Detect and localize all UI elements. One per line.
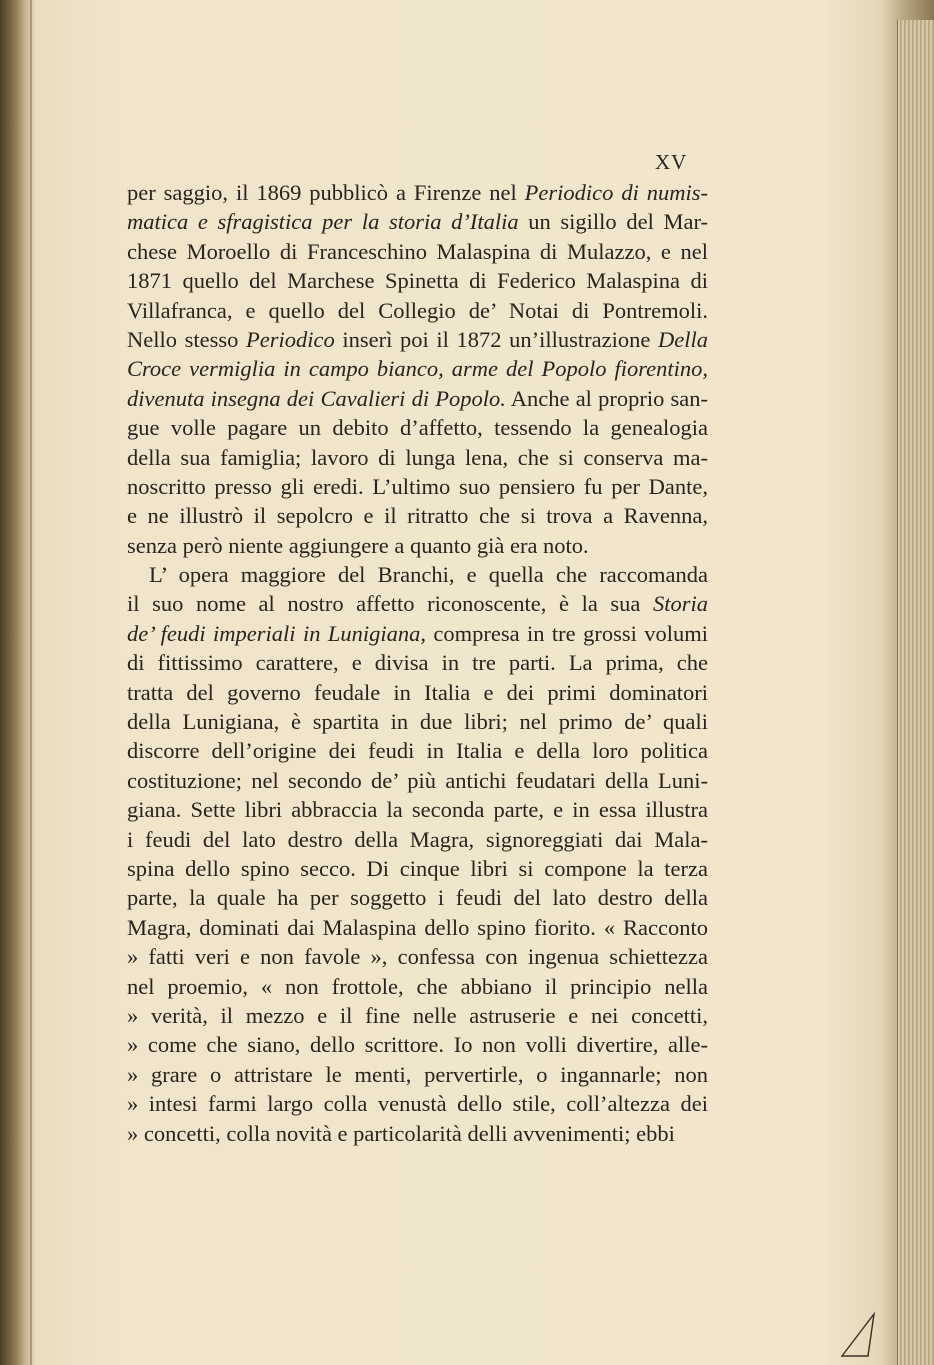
text-line	[127, 207, 708, 236]
italic-text-run: Della	[658, 326, 708, 352]
text-line	[127, 678, 708, 707]
text-line	[127, 766, 708, 795]
text-line	[127, 1060, 708, 1089]
text-line	[127, 736, 708, 765]
text-run: per saggio, il 1869 pubblicò a Firenze nel	[127, 180, 525, 205]
text-run: Villafranca, e quello del Collegio de’ Notai di Pontremoli.	[127, 297, 708, 323]
page-number: XV	[655, 150, 688, 174]
text-run: senza però niente aggiungere a quanto già era noto.	[127, 532, 589, 558]
text-line	[127, 825, 708, 854]
text-line	[127, 501, 708, 530]
text-run: chese Moroello di Franceschino Malaspina di Mulazzo, e nel	[127, 238, 708, 264]
text-line	[127, 795, 708, 824]
text-run: » fatti veri e non favole », confessa con ingenua schiettezza	[127, 944, 708, 970]
text-run: nel proemio, « non frottole, che abbiano il principio nella	[127, 973, 708, 999]
text-run: gue volle pagare un debito d’affetto, tessendo la genealogia	[127, 415, 708, 441]
text-run: parte, la quale ha per soggetto i feudi del lato destro della	[127, 885, 708, 911]
italic-text-run: matica e sfragistica per la storia d’Italia	[127, 209, 519, 235]
text-run: di fittissimo carattere, e divisa in tre parti. La prima, che	[127, 650, 708, 676]
page-corner-fold	[838, 1310, 878, 1360]
text-line	[127, 560, 708, 589]
italic-text-run: Periodico di numis-	[524, 180, 708, 205]
text-line	[127, 325, 708, 354]
text-run: Anche al proprio san-	[505, 385, 708, 411]
text-line	[127, 707, 708, 736]
text-run: della Lunigiana, è spartita in due libri; nel primo de’ quali	[127, 709, 708, 735]
text-run: spina dello spino secco. Di cinque libri si compone la terza	[127, 855, 708, 881]
text-run: discorre dell’origine dei feudi in Italia e della loro politica	[127, 738, 708, 764]
text-line	[127, 854, 708, 883]
text-line	[127, 413, 708, 442]
text-run: un sigillo del Mar-	[518, 209, 708, 235]
text-run: i feudi del lato destro della Magra, signoreggiati dai Mala-	[127, 826, 708, 852]
text-run: inserì poi il 1872 un’illustrazione	[334, 326, 658, 352]
text-line	[127, 972, 708, 1001]
text-run: » verità, il mezzo e il fine nelle astruserie e nei concetti,	[127, 1002, 708, 1028]
text-line	[127, 178, 708, 207]
text-run: » concetti, colla novità e particolarità delli avvenimenti; ebbi	[127, 1120, 675, 1146]
text-line	[127, 883, 708, 912]
text-run: e ne illustrò il sepolcro e il ritratto che si trova a Ravenna,	[127, 503, 708, 529]
italic-text-run: divenuta insegna dei Cavalieri di Popolo.	[127, 385, 506, 411]
gutter-fold	[30, 0, 32, 1365]
italic-text-run: Croce vermiglia in campo bianco, arme del Popolo fiorentino,	[127, 356, 708, 382]
text-line	[127, 619, 708, 648]
text-run: L’ opera maggiore del Branchi, e quella che raccomanda	[149, 562, 708, 588]
text-line	[127, 266, 708, 295]
text-run: il suo nome al nostro affetto riconoscente, è la sua	[127, 591, 653, 617]
italic-text-run: Periodico	[246, 326, 335, 352]
text-run: compresa in tre grossi volumi	[426, 620, 708, 646]
text-line	[127, 1001, 708, 1030]
text-line	[127, 354, 708, 383]
text-line	[127, 237, 708, 266]
text-line	[127, 1119, 708, 1148]
text-run: costituzione; nel secondo de’ più antichi feudatari della Luni-	[127, 767, 708, 793]
text-run: » grare o attristare le menti, pervertirle, o ingannarle; non	[127, 1061, 708, 1087]
italic-text-run: Storia	[652, 591, 708, 617]
text-line	[127, 1030, 708, 1059]
text-line	[127, 384, 708, 413]
page-stack-edge	[897, 20, 934, 1365]
text-line	[127, 942, 708, 971]
text-run: » come che siano, dello scrittore. Io non volli divertire, alle-	[127, 1032, 708, 1058]
text-line	[127, 648, 708, 677]
text-line	[127, 913, 708, 942]
italic-text-run: de’ feudi imperiali in Lunigiana,	[127, 620, 426, 646]
text-run: della sua famiglia; lavoro di lunga lena, che si conserva ma-	[127, 444, 708, 470]
text-line	[127, 531, 708, 560]
text-line	[127, 472, 708, 501]
text-run: Magra, dominati dai Malaspina dello spino fiorito. « Racconto	[127, 914, 708, 940]
text-run: 1871 quello del Marchese Spinetta di Federico Malaspina di	[127, 268, 708, 294]
previous-page-edge	[0, 0, 26, 1365]
text-run: Nello stesso	[127, 326, 247, 352]
text-run: giana. Sette libri abbraccia la seconda parte, e in essa illustra	[127, 797, 708, 823]
text-line	[127, 296, 708, 325]
text-line	[127, 443, 708, 472]
text-run: noscritto presso gli eredi. L’ultimo suo pensiero fu per Dante,	[127, 473, 708, 499]
body-text	[127, 178, 708, 1148]
text-line	[127, 1089, 708, 1118]
text-run: tratta del governo feudale in Italia e dei primi dominatori	[127, 679, 708, 705]
text-line	[127, 589, 708, 618]
text-run: » intesi farmi largo colla venustà dello stile, coll’altezza dei	[127, 1091, 708, 1117]
